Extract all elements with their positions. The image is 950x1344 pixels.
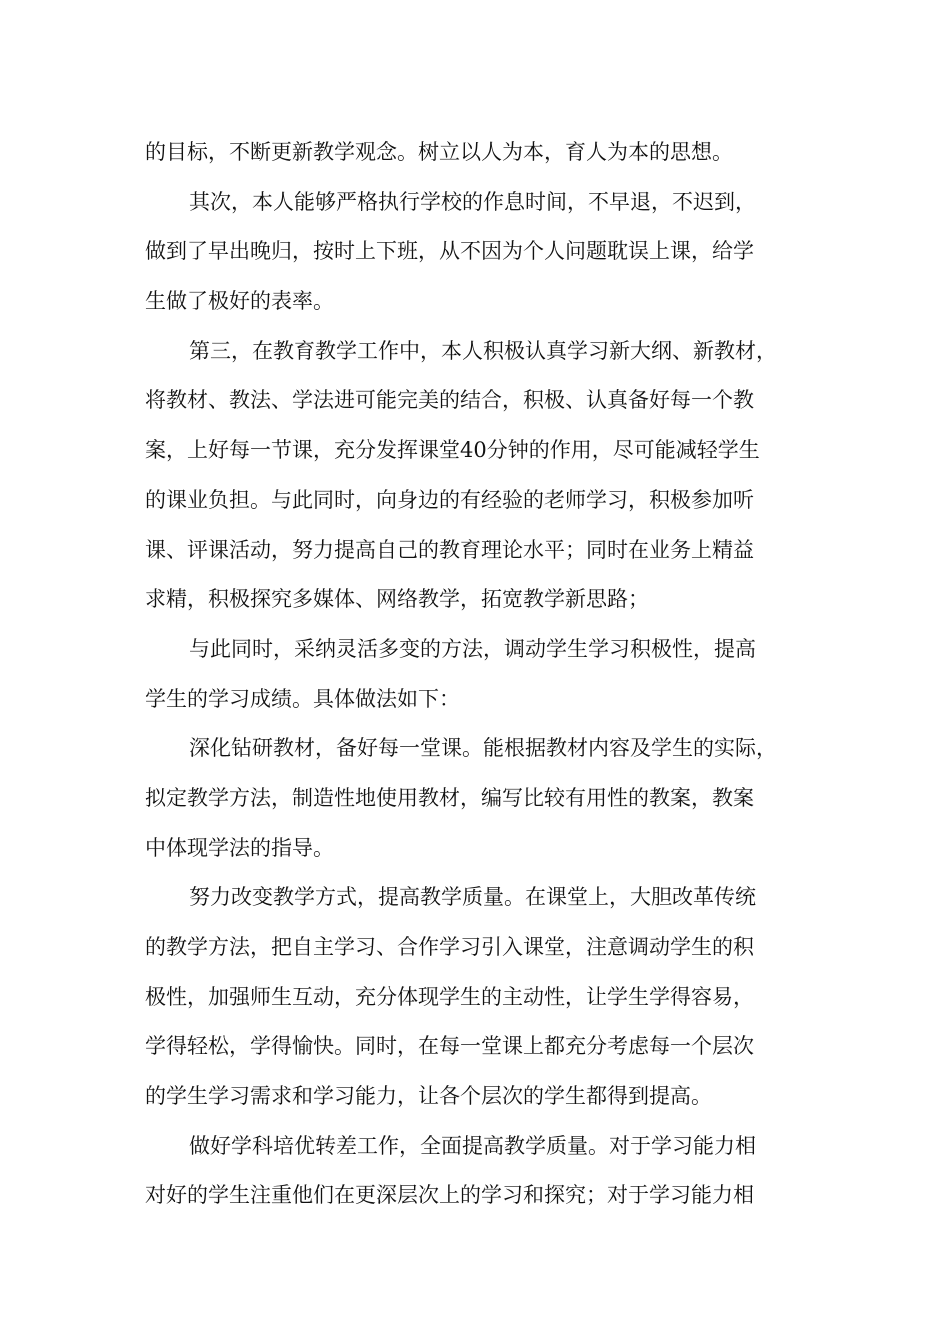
text-line: 生做了极好的表率。 [145,289,334,314]
text-line: 案，上好每一节课，充分发挥课堂40分钟的作用，尽可能减轻学生 [145,438,760,463]
text-line: 的学生学习需求和学习能力，让各个层次的学生都得到提高。 [145,1084,712,1109]
text-line: 深化钻研教材，备好每一堂课。能根据教材内容及学生的实际， [189,736,777,761]
text-line: 极性，加强师生互动，充分体现学生的主动性，让学生学得容易， [145,984,754,1009]
text-line: 的教学方法，把自主学习、合作学习引入课堂，注意调动学生的积 [145,935,754,959]
text-line: 拟定教学方法，制造性地使用教材，编写比较有用性的教案，教案 [145,785,754,810]
text-line: 将教材、教法、学法进可能完美的结合，积极、认真备好每一个教 [145,388,754,413]
document-body [145,128,810,1221]
text-line: 课、评课活动，努力提高自己的教育理论水平；同时在业务上精益 [145,537,754,562]
text-line: 与此同时，采纳灵活多变的方法，调动学生学习积极性，提高 [189,636,756,661]
text-line: 求精，积极探究多媒体、网络教学，拓宽教学新思路； [145,587,649,612]
text-line: 对好的学生注重他们在更深层次上的学习和探究；对于学习能力相 [145,1183,754,1208]
text-line: 的课业负担。与此同时，向身边的有经验的老师学习，积极参加听 [145,487,754,512]
text-line: 学生的学习成绩。具体做法如下： [145,686,460,711]
text-line: 学得轻松，学得愉快。同时，在每一堂课上都充分考虑每一个层次 [145,1034,754,1059]
text-line: 努力改变教学方式，提高教学质量。在课堂上，大胆改革传统 [189,885,756,910]
text-line: 第三，在教育教学工作中，本人积极认真学习新大纲、新教材， [189,338,777,363]
text-line: 其次，本人能够严格执行学校的作息时间，不早退，不迟到， [189,189,756,214]
text-line: 中体现学法的指导。 [145,835,334,860]
text-line: 的目标，不断更新教学观念。树立以人为本，育人为本的思想。 [145,140,733,164]
text-line: 做到了早出晚归，按时上下班，从不因为个人问题耽误上课，给学 [145,239,754,264]
text-line: 做好学科培优转差工作，全面提高教学质量。对于学习能力相 [189,1133,756,1158]
